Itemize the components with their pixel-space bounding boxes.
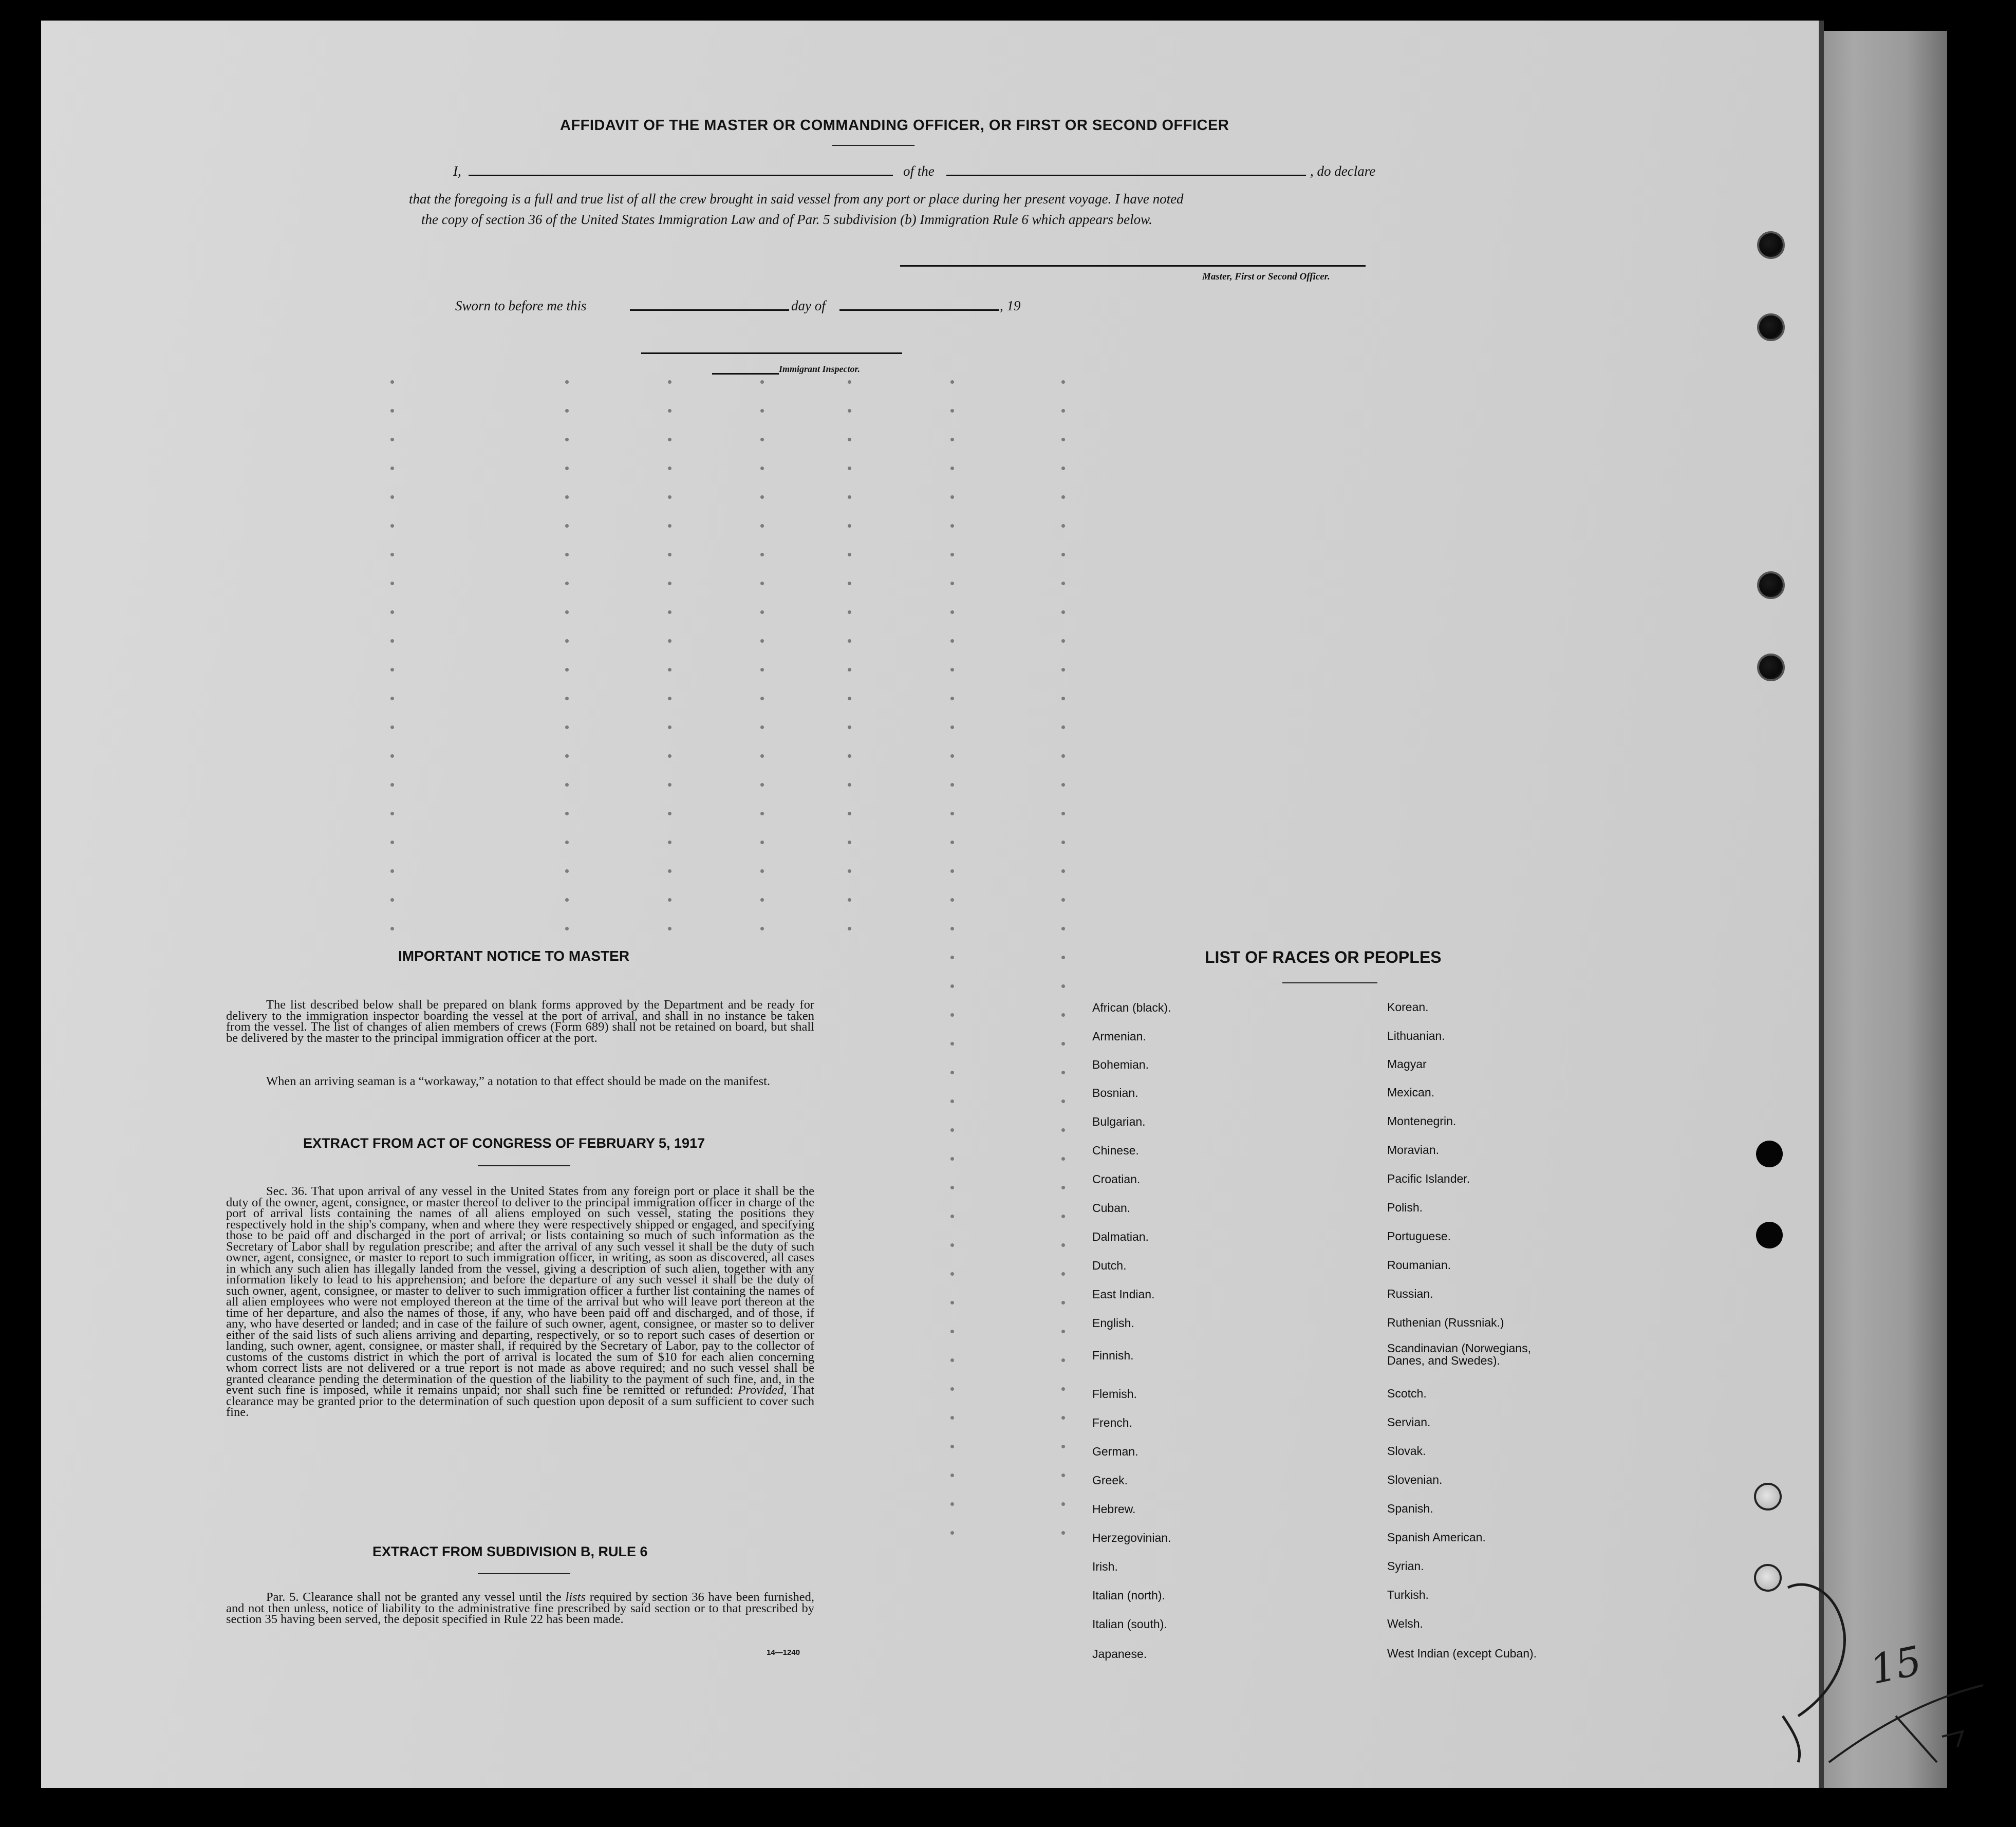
guide-dot bbox=[668, 812, 671, 815]
guide-dot bbox=[950, 1042, 954, 1046]
guide-dot bbox=[950, 956, 954, 959]
guide-dot bbox=[1061, 956, 1065, 959]
guide-dot bbox=[848, 495, 851, 499]
race-item: Armenian. bbox=[1092, 1030, 1146, 1043]
guide-dot bbox=[668, 841, 671, 844]
race-item: Chinese. bbox=[1092, 1144, 1139, 1157]
race-item: Greek. bbox=[1092, 1474, 1128, 1487]
race-item: Italian (south). bbox=[1092, 1617, 1167, 1631]
guide-dot bbox=[1061, 495, 1065, 499]
binder-hole bbox=[1756, 1141, 1783, 1167]
guide-dot bbox=[390, 927, 394, 930]
guide-dot bbox=[848, 697, 851, 700]
sworn-month-blank bbox=[839, 309, 999, 311]
guide-dot bbox=[848, 639, 851, 643]
guide-dot bbox=[760, 438, 764, 441]
rule-text-b: required by section 36 have been furnished, and not then unless, notice of liability to the administrative fine prescribed by said section or to that prescribed by section 35 having been served, the deposit specified in Rule 22 has been made. bbox=[226, 1590, 814, 1626]
underlying-page-edge bbox=[1814, 31, 1947, 1788]
master-signature-caption: Master, First or Second Officer. bbox=[1202, 271, 1330, 282]
guide-dot bbox=[668, 639, 671, 643]
guide-dot bbox=[565, 869, 569, 873]
guide-dot bbox=[565, 841, 569, 844]
guide-dot bbox=[950, 495, 954, 499]
race-item: Irish. bbox=[1092, 1560, 1118, 1573]
race-item: English. bbox=[1092, 1316, 1134, 1330]
race-item: Hebrew. bbox=[1092, 1502, 1136, 1516]
section-text-end: That clearance may be granted prior to the determination of such question upon deposit of a sum sufficient to cover such fine. bbox=[226, 1383, 815, 1419]
race-item: Welsh. bbox=[1387, 1617, 1423, 1630]
guide-dot bbox=[1061, 668, 1065, 672]
guide-dot bbox=[1061, 1128, 1065, 1132]
guide-dot bbox=[1061, 409, 1065, 413]
guide-dot bbox=[848, 927, 851, 930]
race-item: East Indian. bbox=[1092, 1288, 1155, 1301]
guide-dot bbox=[390, 725, 394, 729]
guide-dot bbox=[950, 984, 954, 988]
guide-dot bbox=[950, 725, 954, 729]
guide-dot bbox=[390, 524, 394, 528]
guide-dot bbox=[390, 869, 394, 873]
guide-dot bbox=[668, 783, 671, 787]
races-title: LIST OF RACES OR PEOPLES bbox=[1205, 948, 1442, 966]
guide-dot bbox=[1061, 1301, 1065, 1304]
guide-dot bbox=[848, 841, 851, 844]
guide-dot bbox=[950, 1186, 954, 1189]
guide-dot bbox=[1061, 1445, 1065, 1448]
guide-dot bbox=[565, 754, 569, 758]
guide-dot bbox=[565, 438, 569, 441]
guide-dot bbox=[565, 467, 569, 470]
form-number: 14—1240 bbox=[767, 1648, 800, 1657]
guide-dot bbox=[950, 1013, 954, 1017]
guide-dot bbox=[668, 927, 671, 930]
manifest-sheet bbox=[41, 21, 1824, 1788]
race-item: Slovak. bbox=[1387, 1444, 1426, 1458]
guide-dot bbox=[565, 639, 569, 643]
guide-dot bbox=[1061, 841, 1065, 844]
guide-dot bbox=[390, 697, 394, 700]
guide-dot bbox=[390, 495, 394, 499]
guide-dot bbox=[760, 783, 764, 787]
guide-dot bbox=[565, 898, 569, 902]
guide-dot bbox=[1061, 1071, 1065, 1074]
guide-dot bbox=[950, 1387, 954, 1391]
guide-dot bbox=[950, 869, 954, 873]
guide-dot bbox=[950, 1445, 954, 1448]
guide-dot bbox=[1061, 1215, 1065, 1218]
guide-dot bbox=[1061, 697, 1065, 700]
guide-dot bbox=[565, 610, 569, 614]
guide-dot bbox=[848, 582, 851, 585]
guide-dot bbox=[950, 812, 954, 815]
race-item: Slovenian. bbox=[1387, 1473, 1443, 1486]
guide-dot bbox=[1061, 553, 1065, 556]
guide-dot bbox=[1061, 869, 1065, 873]
guide-dot bbox=[1061, 610, 1065, 614]
guide-dot bbox=[1061, 1099, 1065, 1103]
guide-dot bbox=[1061, 984, 1065, 988]
guide-dot bbox=[950, 697, 954, 700]
guide-dot bbox=[950, 1157, 954, 1161]
extract-rule-title: EXTRACT FROM SUBDIVISION B, RULE 6 bbox=[372, 1544, 648, 1559]
guide-dot bbox=[950, 1531, 954, 1535]
extract-act-text bbox=[226, 1186, 814, 1418]
rule-text-a: Par. 5. Clearance shall not be granted any vessel until the bbox=[266, 1590, 562, 1604]
guide-dot bbox=[760, 380, 764, 384]
vessel-blank-line bbox=[946, 175, 1306, 176]
guide-dot bbox=[950, 409, 954, 413]
guide-dot bbox=[950, 783, 954, 787]
guide-dot bbox=[760, 898, 764, 902]
guide-dot bbox=[1061, 1474, 1065, 1477]
guide-dot bbox=[668, 467, 671, 470]
guide-dot bbox=[760, 754, 764, 758]
lists-word: lists bbox=[565, 1590, 586, 1604]
binder-hole bbox=[1756, 1222, 1783, 1248]
guide-dot bbox=[1061, 1013, 1065, 1017]
race-item: Spanish American. bbox=[1387, 1531, 1486, 1544]
race-item: Japanese. bbox=[1092, 1647, 1147, 1661]
day-of-label: day of bbox=[791, 298, 826, 313]
affidavit-of-the: of the bbox=[903, 163, 935, 179]
affidavit-statement-line: that the foregoing is a full and true list of all the crew brought in said vessel from any port or place during her present voyage. I have noted bbox=[409, 191, 1184, 207]
guide-dot bbox=[565, 697, 569, 700]
guide-dot bbox=[1061, 783, 1065, 787]
guide-dot bbox=[950, 1301, 954, 1304]
guide-dot bbox=[668, 898, 671, 902]
guide-dot bbox=[668, 409, 671, 413]
race-item: Croatian. bbox=[1092, 1172, 1141, 1186]
guide-dot bbox=[760, 495, 764, 499]
guide-dot bbox=[848, 380, 851, 384]
guide-dot bbox=[565, 553, 569, 556]
guide-dot bbox=[668, 668, 671, 672]
guide-dot bbox=[390, 582, 394, 585]
guide-dot bbox=[390, 754, 394, 758]
master-signature-line bbox=[900, 265, 1366, 267]
guide-dot bbox=[848, 869, 851, 873]
guide-dot bbox=[760, 668, 764, 672]
guide-dot bbox=[950, 1272, 954, 1276]
race-item: Dalmatian. bbox=[1092, 1230, 1149, 1243]
guide-dot bbox=[950, 1330, 954, 1333]
guide-dot bbox=[390, 409, 394, 413]
guide-dot bbox=[668, 524, 671, 528]
guide-dot bbox=[848, 754, 851, 758]
race-item: Lithuanian. bbox=[1387, 1029, 1445, 1042]
guide-dot bbox=[565, 524, 569, 528]
guide-dot bbox=[390, 668, 394, 672]
guide-dot bbox=[950, 1128, 954, 1132]
race-item: Magyar bbox=[1387, 1057, 1427, 1071]
guide-dot bbox=[950, 898, 954, 902]
guide-dot bbox=[1061, 582, 1065, 585]
name-blank-line bbox=[469, 175, 893, 176]
guide-dot bbox=[390, 898, 394, 902]
guide-dot bbox=[760, 812, 764, 815]
race-item: Polish. bbox=[1387, 1201, 1423, 1214]
binder-hole bbox=[1754, 1483, 1782, 1511]
guide-dot bbox=[668, 610, 671, 614]
guide-dot bbox=[760, 697, 764, 700]
race-item: Scotch. bbox=[1387, 1387, 1427, 1400]
guide-dot bbox=[950, 927, 954, 930]
divider bbox=[1282, 982, 1377, 983]
race-item: Turkish. bbox=[1387, 1588, 1429, 1601]
guide-dot bbox=[848, 553, 851, 556]
guide-dot bbox=[950, 1416, 954, 1420]
guide-dot bbox=[950, 1215, 954, 1218]
guide-dot bbox=[1061, 639, 1065, 643]
race-item: Bosnian. bbox=[1092, 1086, 1138, 1099]
guide-dot bbox=[1061, 1502, 1065, 1506]
guide-dot bbox=[848, 783, 851, 787]
divider bbox=[478, 1165, 570, 1166]
guide-dot bbox=[565, 495, 569, 499]
guide-dot bbox=[668, 582, 671, 585]
guide-dot bbox=[950, 841, 954, 844]
guide-dot bbox=[668, 495, 671, 499]
guide-dot bbox=[848, 668, 851, 672]
guide-dot bbox=[760, 841, 764, 844]
guide-dot bbox=[390, 610, 394, 614]
divider bbox=[832, 145, 914, 146]
affidavit-i-label: I, bbox=[453, 163, 461, 179]
race-item: Cuban. bbox=[1092, 1201, 1131, 1215]
guide-dot bbox=[950, 553, 954, 556]
guide-dot bbox=[848, 898, 851, 902]
notice-paragraph: When an arriving seaman is a “workaway,” a notation to that effect should be made on the manifest. bbox=[266, 1074, 771, 1088]
race-item: Syrian. bbox=[1387, 1559, 1424, 1573]
section-label: Sec. 36. bbox=[266, 1184, 308, 1198]
guide-dot bbox=[760, 725, 764, 729]
race-item: French. bbox=[1092, 1416, 1132, 1429]
guide-dot bbox=[760, 582, 764, 585]
guide-dot bbox=[390, 467, 394, 470]
guide-dot bbox=[1061, 467, 1065, 470]
guide-dot bbox=[848, 812, 851, 815]
guide-dot bbox=[950, 610, 954, 614]
race-item: Bohemian. bbox=[1092, 1058, 1149, 1071]
guide-dot bbox=[950, 668, 954, 672]
race-item: Russian. bbox=[1387, 1287, 1433, 1300]
guide-dot bbox=[848, 467, 851, 470]
guide-dot bbox=[950, 1474, 954, 1477]
guide-dot bbox=[668, 380, 671, 384]
guide-dot bbox=[565, 409, 569, 413]
guide-dot bbox=[760, 927, 764, 930]
guide-dot bbox=[950, 1071, 954, 1074]
race-item: Roumanian. bbox=[1387, 1258, 1451, 1272]
guide-dot bbox=[1061, 754, 1065, 758]
handwritten-annotation bbox=[1767, 1562, 1993, 1767]
guide-dot bbox=[950, 524, 954, 528]
guide-dot bbox=[950, 467, 954, 470]
guide-dot bbox=[1061, 1157, 1065, 1161]
handwritten-number: 15 bbox=[1866, 1637, 1926, 1694]
race-item: Korean. bbox=[1387, 1000, 1429, 1014]
guide-dot bbox=[565, 725, 569, 729]
guide-dot bbox=[565, 380, 569, 384]
guide-dot bbox=[848, 524, 851, 528]
guide-dot bbox=[565, 783, 569, 787]
binder-hole bbox=[1757, 313, 1785, 341]
guide-dot bbox=[668, 438, 671, 441]
race-item: Ruthenian (Russniak.) bbox=[1387, 1316, 1504, 1329]
guide-dot bbox=[1061, 1330, 1065, 1333]
guide-dot bbox=[565, 582, 569, 585]
guide-dot bbox=[1061, 1272, 1065, 1276]
race-item: Italian (north). bbox=[1092, 1589, 1165, 1602]
race-item: Montenegrin. bbox=[1387, 1114, 1457, 1128]
race-item: Flemish. bbox=[1092, 1387, 1137, 1401]
guide-dot bbox=[1061, 1358, 1065, 1362]
guide-dot bbox=[1061, 725, 1065, 729]
extract-rule-text bbox=[226, 1592, 814, 1625]
divider bbox=[478, 1573, 570, 1574]
guide-dot bbox=[390, 553, 394, 556]
year-label: , 19 bbox=[1000, 298, 1021, 313]
guide-dot bbox=[848, 725, 851, 729]
guide-dot bbox=[390, 783, 394, 787]
guide-dot bbox=[390, 639, 394, 643]
guide-dot bbox=[760, 524, 764, 528]
guide-dot bbox=[668, 725, 671, 729]
section-text: That upon arrival of any vessel in the United States from any foreign port or place it shall be the duty of the owner, agent, consignee, or master thereof to deliver to the principal immigration officer in charge of the port of arrival lists containing the names of all aliens employed on such vessel, stating the positions they respectively hold in the ship's company, when and where they were respectively shipped or engaged, and specifying those to be paid off and discharged in the port of arrival; or lists containing so much of such information as the Secretary of Labor shall by regulation prescribe; and after the arrival of any such vessel it shall be the duty of such owner, agent, consignee, or master to report to such immigration officer, in writing, as soon as discovered, all cases in which any such alien has illegally landed from the vessel, giving a description of such alien, together with any information likely to lead to his apprehension; and before the departure of any such vessel it shall be the duty of such owner, agent, consignee, or master to deliver to such immigration officer a further list containing the names of all alien employees who were not employed thereon at the time of the arrival but who will leave port thereon at the time of her departure, and also the names of those, if any, who have been paid off and discharged, and of those, if any, who have deserted or landed; and in case of the failure of such owner, agent, consignee, or master so to deliver either of the said lists of such aliens arriving and departing, respectively, or so to report such cases of desertion or landing, such owner, agent, consignee, or master shall, if required by the Secretary of Labor, pay to the collector of customs of the customs district in which the port of arrival is located the sum of $10 for each alien concerning whom correct lists are not delivered or a true report is not made as above required; and no such vessel shall be granted clearance pending the determination of the question of the liability to the payment of such fine, and, in the event such fine is imposed, while it remains unpaid; nor shall such fine be remitted or refunded: bbox=[226, 1184, 815, 1397]
affidavit-statement-line: the copy of section 36 of the United States Immigration Law and of Par. 5 subdivision (b) Immigration Rule 6 which appears below. bbox=[421, 212, 1152, 227]
guide-dot bbox=[390, 841, 394, 844]
race-item: Portuguese. bbox=[1387, 1229, 1451, 1243]
guide-dot bbox=[1061, 812, 1065, 815]
guide-dot bbox=[950, 582, 954, 585]
guide-dot bbox=[1061, 1243, 1065, 1247]
race-item: German. bbox=[1092, 1445, 1138, 1458]
guide-dot bbox=[390, 812, 394, 815]
guide-dot bbox=[1061, 1186, 1065, 1189]
guide-dot bbox=[848, 438, 851, 441]
guide-dot bbox=[848, 409, 851, 413]
guide-dot bbox=[760, 869, 764, 873]
guide-dot bbox=[1061, 1042, 1065, 1046]
guide-dot bbox=[1061, 898, 1065, 902]
race-item: Dutch. bbox=[1092, 1259, 1127, 1272]
guide-dot bbox=[1061, 524, 1065, 528]
affidavit-do-declare: , do declare bbox=[1310, 163, 1376, 179]
guide-dot bbox=[1061, 1416, 1065, 1420]
provided-word: Provided, bbox=[738, 1383, 787, 1397]
guide-dot bbox=[1061, 927, 1065, 930]
guide-dot bbox=[848, 610, 851, 614]
guide-dot bbox=[668, 869, 671, 873]
guide-dot bbox=[565, 812, 569, 815]
guide-dot bbox=[950, 380, 954, 384]
notice-title: IMPORTANT NOTICE TO MASTER bbox=[398, 948, 630, 964]
guide-dot bbox=[1061, 1387, 1065, 1391]
guide-dot bbox=[950, 1099, 954, 1103]
sworn-day-blank bbox=[630, 309, 789, 311]
guide-dot bbox=[390, 438, 394, 441]
guide-dot bbox=[950, 639, 954, 643]
guide-dot bbox=[950, 1243, 954, 1247]
extract-act-title: EXTRACT FROM ACT OF CONGRESS OF FEBRUARY 5, 1917 bbox=[303, 1135, 705, 1151]
inspector-short-line bbox=[712, 373, 779, 375]
binder-hole bbox=[1757, 231, 1785, 259]
guide-dot bbox=[950, 1358, 954, 1362]
guide-dot bbox=[565, 668, 569, 672]
guide-dot bbox=[1061, 380, 1065, 384]
race-item: Pacific Islander. bbox=[1387, 1172, 1470, 1185]
race-item: Herzegovinian. bbox=[1092, 1531, 1171, 1544]
guide-dot bbox=[760, 639, 764, 643]
guide-dot bbox=[565, 927, 569, 930]
guide-dot bbox=[1061, 438, 1065, 441]
race-item: Finnish. bbox=[1092, 1349, 1134, 1362]
inspector-signature-line bbox=[641, 352, 902, 354]
guide-dot bbox=[668, 697, 671, 700]
guide-dot bbox=[668, 754, 671, 758]
sworn-label: Sworn to before me this bbox=[455, 298, 587, 313]
notice-paragraph: The list described below shall be prepared on blank forms approved by the Department and be ready for delivery to the immigration inspector boarding the vessel at the port of arrival, and shall in no instance be taken from the vessel. The list of changes of alien members of crews (Form 689) shall not be retained on board, but shall be delivered by the master to the principal immigration officer at the port. bbox=[226, 998, 814, 1045]
affidavit-title: AFFIDAVIT OF THE MASTER OR COMMANDING OFFICER, OR FIRST OR SECOND OFFICER bbox=[560, 117, 1229, 134]
race-item: West Indian (except Cuban). bbox=[1387, 1647, 1537, 1660]
inspector-caption: Immigrant Inspector. bbox=[779, 364, 861, 374]
race-item: Moravian. bbox=[1387, 1143, 1439, 1157]
race-item: Servian. bbox=[1387, 1415, 1431, 1429]
race-item: Spanish. bbox=[1387, 1502, 1433, 1515]
guide-dot bbox=[760, 467, 764, 470]
guide-dot bbox=[760, 553, 764, 556]
guide-dot bbox=[668, 553, 671, 556]
guide-dot bbox=[950, 754, 954, 758]
guide-dot bbox=[760, 610, 764, 614]
race-item: Bulgarian. bbox=[1092, 1115, 1146, 1128]
guide-dot bbox=[950, 1502, 954, 1506]
race-item: African (black). bbox=[1092, 1001, 1171, 1014]
guide-dot bbox=[1061, 1531, 1065, 1535]
binder-hole bbox=[1757, 654, 1785, 681]
guide-dot bbox=[950, 438, 954, 441]
race-item: Mexican. bbox=[1387, 1086, 1435, 1099]
race-item: Scandinavian (Norwegians, Danes, and Swedes). bbox=[1387, 1341, 1531, 1367]
binder-hole bbox=[1757, 571, 1785, 599]
guide-dot bbox=[390, 380, 394, 384]
guide-dot bbox=[760, 409, 764, 413]
